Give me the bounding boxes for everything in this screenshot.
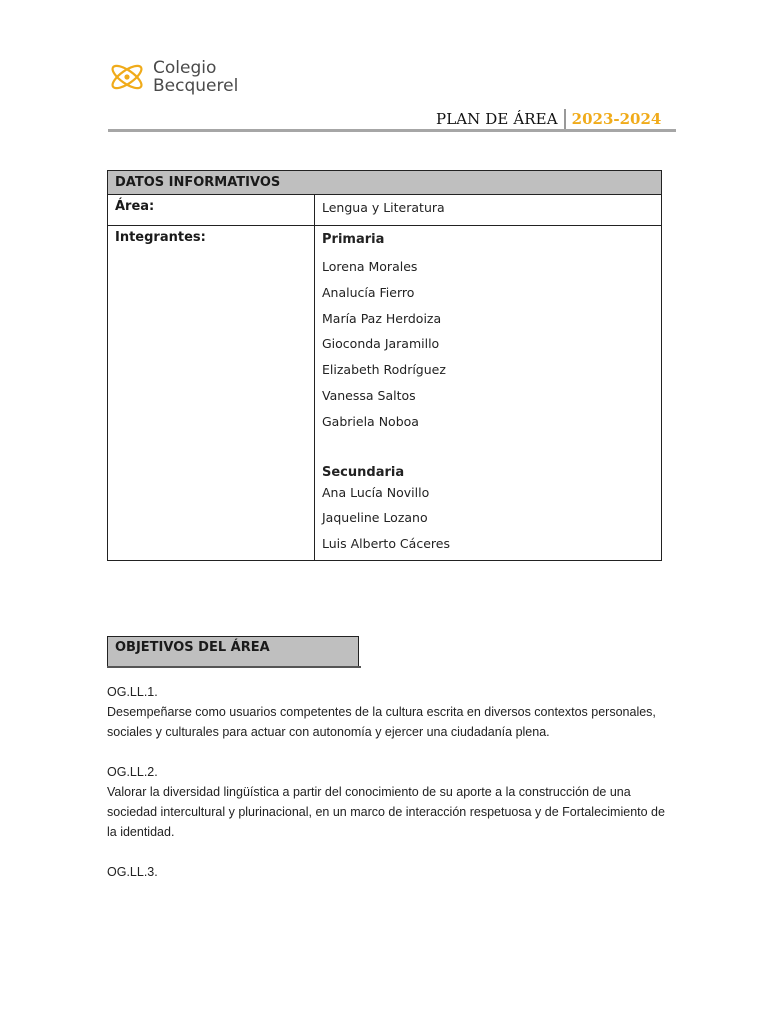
member-name: María Paz Herdoiza — [322, 310, 442, 326]
objectives-list — [107, 682, 672, 902]
secondary-heading: Secundaria — [322, 464, 405, 480]
member-name: Analucía Fierro — [322, 284, 415, 300]
members-cell — [315, 226, 662, 561]
primary-members — [322, 254, 654, 435]
objective-text: Valorar la diversidad lingüística a partir del conocimiento de su aporte a la construcción de una sociedad intercultural y plurinacional, en un marco de interacción respetuosa y de Fortalecimiento de la identidad. — [107, 785, 665, 839]
objectives-heading: OBJETIVOS DEL ÁREA — [107, 636, 359, 666]
objective-item — [107, 862, 672, 882]
objective-item — [107, 762, 672, 842]
logo-line-2: Becquerel — [153, 76, 239, 96]
plan-title: PLAN DE ÁREA — [436, 110, 558, 128]
member-name: Jaqueline Lozano — [322, 510, 428, 526]
info-table — [107, 170, 662, 561]
logo-text — [153, 59, 238, 95]
member-name: Vanessa Saltos — [322, 387, 416, 403]
secondary-members — [322, 480, 654, 557]
member-name: Ana Lucía Novillo — [322, 484, 430, 500]
document-header — [436, 109, 661, 129]
school-logo — [106, 56, 238, 98]
objectives-heading-underline — [107, 666, 361, 668]
objective-code: OG.LL.2. — [107, 765, 158, 779]
member-name: Gabriela Noboa — [322, 413, 419, 429]
member-name: Luis Alberto Cáceres — [322, 536, 450, 552]
area-label: Área: — [108, 195, 315, 226]
header-divider — [108, 129, 676, 132]
info-table-heading: DATOS INFORMATIVOS — [108, 171, 662, 195]
atom-logo-icon — [106, 57, 148, 97]
member-name: Gioconda Jaramillo — [322, 336, 440, 352]
members-label: Integrantes: — [108, 226, 315, 561]
area-value: Lengua y Literatura — [315, 195, 662, 226]
member-name: Elizabeth Rodríguez — [322, 362, 446, 378]
objective-item — [107, 682, 672, 742]
plan-year: 2023-2024 — [564, 109, 662, 129]
member-name: Lorena Morales — [322, 259, 418, 274]
logo-line-1: Colegio — [153, 58, 217, 78]
objective-text: Desempeñarse como usuarios competentes de la cultura escrita en diversos contextos personales, sociales y culturales para actuar con autonomía y ejercer una ciudadanía plena. — [107, 705, 656, 739]
objective-code: OG.LL.1. — [107, 685, 158, 699]
primary-heading: Primaria — [322, 232, 385, 247]
objective-code: OG.LL.3. — [107, 865, 158, 879]
